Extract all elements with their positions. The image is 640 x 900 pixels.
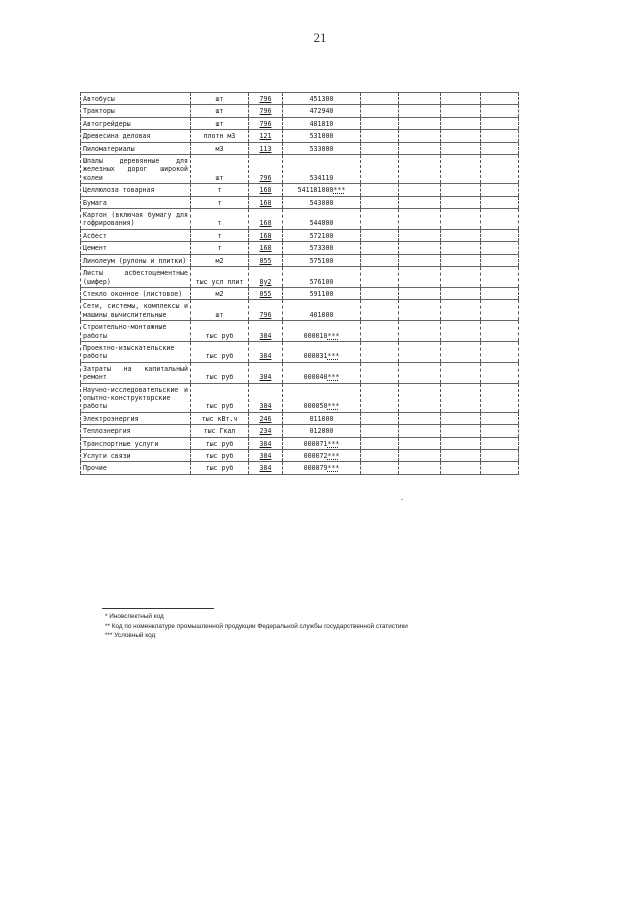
row-blank-cell [361, 425, 399, 437]
row-blank-cell [399, 341, 441, 362]
table-row [81, 242, 519, 254]
row-unit-code-cell: 384 [249, 450, 283, 462]
row-unit-cell: шт [191, 300, 249, 321]
table-row [81, 321, 519, 342]
data-table-sheet [80, 92, 518, 475]
row-code-cell [283, 412, 361, 424]
row-code-cell [283, 209, 361, 230]
row-code-cell [283, 287, 361, 299]
row-blank-cell [481, 229, 519, 241]
row-unit-code-cell: 796 [249, 93, 283, 105]
row-unit-cell: тыс руб [191, 450, 249, 462]
table-row [81, 142, 519, 154]
row-blank-cell [481, 242, 519, 254]
row-unit-cell: т [191, 242, 249, 254]
row-blank-cell [399, 412, 441, 424]
row-blank-cell [481, 450, 519, 462]
row-unit-code-cell: 796 [249, 155, 283, 184]
row-blank-cell [399, 155, 441, 184]
row-blank-cell [441, 142, 481, 154]
row-code-value: 451300 [309, 95, 334, 103]
row-unit-code-cell: 796 [249, 117, 283, 129]
row-code-cell [283, 142, 361, 154]
row-unit-code-cell: 168 [249, 184, 283, 196]
row-code-value: 531000 [309, 132, 334, 141]
row-code-value: 000071 [303, 439, 328, 448]
row-blank-cell [441, 321, 481, 342]
row-blank-cell [481, 300, 519, 321]
table-row [81, 462, 519, 474]
row-code-cell [283, 321, 361, 342]
row-code-value: 575100 [309, 256, 334, 265]
row-unit-code-cell: 168 [249, 229, 283, 241]
row-blank-cell [441, 412, 481, 424]
row-name-cell: Целлюлоза товарная [81, 184, 191, 196]
row-blank-cell [441, 93, 481, 105]
table-row [81, 196, 519, 208]
row-blank-cell [441, 184, 481, 196]
row-unit-cell: м2 [191, 254, 249, 266]
row-unit-cell: тыс руб [191, 362, 249, 383]
table-body [81, 93, 519, 475]
table-row [81, 300, 519, 321]
table-row [81, 209, 519, 230]
row-unit-cell: шт [191, 105, 249, 117]
row-code-footnote-mark: *** [327, 439, 340, 448]
row-blank-cell [361, 242, 399, 254]
row-code-value: 544000 [309, 219, 334, 228]
row-name-cell: Цемент [81, 242, 191, 254]
row-unit-code-cell: 384 [249, 462, 283, 474]
row-name-cell: Сети, системы, комплексы и машины вычислительные [81, 300, 191, 321]
row-blank-cell [481, 155, 519, 184]
row-code-value: 401000 [309, 310, 334, 319]
row-blank-cell [399, 254, 441, 266]
row-blank-cell [399, 287, 441, 299]
row-blank-cell [361, 196, 399, 208]
row-unit-code-cell: 055 [249, 254, 283, 266]
row-blank-cell [441, 155, 481, 184]
row-name-cell: Транспортные услуги [81, 437, 191, 449]
row-code-value: 541181000 [297, 186, 334, 195]
row-unit-code-cell: 8у2 [249, 267, 283, 288]
row-code-cell [283, 437, 361, 449]
row-name-cell: Тракторы [81, 105, 191, 117]
row-unit-code-cell: 384 [249, 437, 283, 449]
row-blank-cell [361, 105, 399, 117]
row-unit-cell: тыс руб [191, 437, 249, 449]
row-blank-cell [441, 267, 481, 288]
row-code-footnote-mark: *** [327, 452, 340, 460]
row-unit-cell: т [191, 229, 249, 241]
row-code-cell [283, 362, 361, 383]
row-code-cell [283, 196, 361, 208]
row-unit-code-cell: 121 [249, 130, 283, 142]
table-row [81, 362, 519, 383]
row-code-cell [283, 300, 361, 321]
row-blank-cell [361, 209, 399, 230]
row-code-cell [283, 462, 361, 474]
row-blank-cell [361, 341, 399, 362]
row-name-cell: Проектно-изыскательские работы [81, 341, 191, 362]
row-blank-cell [441, 105, 481, 117]
row-blank-cell [361, 93, 399, 105]
row-blank-cell [399, 450, 441, 462]
row-code-value: 534110 [309, 173, 334, 182]
row-code-cell [283, 341, 361, 362]
row-blank-cell [441, 383, 481, 412]
row-unit-code-cell: 246 [249, 412, 283, 424]
row-blank-cell [399, 209, 441, 230]
row-blank-cell [399, 383, 441, 412]
row-blank-cell [481, 142, 519, 154]
row-code-value: 000072 [303, 452, 328, 460]
stray-mark: · [400, 496, 405, 504]
row-unit-cell: тыс руб [191, 462, 249, 474]
row-blank-cell [361, 229, 399, 241]
row-unit-cell: шт [191, 93, 249, 105]
row-blank-cell [399, 229, 441, 241]
row-name-cell: Шпалы деревянные для железных дорог широкой колеи [81, 155, 191, 184]
row-code-cell [283, 105, 361, 117]
row-code-value: 481810 [309, 119, 334, 128]
row-name-cell: Теплоэнергия [81, 425, 191, 437]
row-code-value: 000040 [303, 373, 328, 382]
row-unit-cell: тыс руб [191, 341, 249, 362]
footnote-inspection-code: * Иновспектный код [105, 613, 164, 620]
row-code-footnote-mark: *** [327, 464, 340, 473]
row-blank-cell [399, 196, 441, 208]
row-blank-cell [481, 254, 519, 266]
row-blank-cell [399, 300, 441, 321]
row-code-cell [283, 117, 361, 129]
row-unit-code-cell: 384 [249, 321, 283, 342]
row-blank-cell [481, 196, 519, 208]
row-code-footnote-mark: *** [327, 373, 340, 382]
row-blank-cell [361, 155, 399, 184]
table-row [81, 130, 519, 142]
row-code-value: 533000 [309, 144, 334, 153]
row-blank-cell [481, 267, 519, 288]
table-row [81, 93, 519, 105]
row-unit-code-cell: 796 [249, 105, 283, 117]
footnote-conditional-code: *** Условный код [105, 632, 156, 639]
row-blank-cell [399, 117, 441, 129]
table-row [81, 287, 519, 299]
row-code-cell [283, 450, 361, 462]
row-blank-cell [361, 254, 399, 266]
row-code-cell [283, 267, 361, 288]
row-blank-cell [361, 142, 399, 154]
row-blank-cell [481, 93, 519, 105]
row-blank-cell [441, 254, 481, 266]
row-unit-code-cell: 796 [249, 300, 283, 321]
row-blank-cell [441, 300, 481, 321]
row-blank-cell [399, 184, 441, 196]
row-blank-cell [361, 300, 399, 321]
row-code-footnote-mark: *** [333, 186, 346, 195]
row-code-cell [283, 184, 361, 196]
table-row [81, 341, 519, 362]
row-unit-cell: шт [191, 117, 249, 129]
row-name-cell: Научно-исследовательские и опытно-конструкторские работы [81, 383, 191, 412]
row-blank-cell [361, 184, 399, 196]
row-blank-cell [399, 462, 441, 474]
row-blank-cell [441, 209, 481, 230]
row-unit-cell: м3 [191, 142, 249, 154]
table-row [81, 267, 519, 288]
row-unit-cell: т [191, 184, 249, 196]
row-code-value: 573300 [309, 244, 334, 253]
row-blank-cell [361, 130, 399, 142]
row-blank-cell [481, 105, 519, 117]
row-code-value: 000010 [303, 331, 328, 340]
table-row [81, 254, 519, 266]
row-code-footnote-mark: *** [327, 402, 340, 411]
row-name-cell: Линолеум (рулоны и плитки) [81, 254, 191, 266]
footnote-rule [102, 608, 214, 609]
row-unit-code-cell: 113 [249, 142, 283, 154]
row-blank-cell [441, 462, 481, 474]
row-name-cell: Древесина деловая [81, 130, 191, 142]
row-unit-code-cell: 168 [249, 196, 283, 208]
row-name-cell: Автобусы [81, 93, 191, 105]
row-blank-cell [399, 362, 441, 383]
row-code-value: 000050 [303, 402, 328, 411]
table-row [81, 184, 519, 196]
row-blank-cell [399, 105, 441, 117]
row-unit-cell: тыс руб [191, 383, 249, 412]
row-code-value: 012000 [309, 427, 334, 436]
row-name-cell: Автогрейдеры [81, 117, 191, 129]
row-blank-cell [399, 437, 441, 449]
resources-table [80, 92, 519, 475]
row-unit-cell: тыс усл плит [191, 267, 249, 288]
row-unit-cell: т [191, 196, 249, 208]
row-blank-cell [361, 362, 399, 383]
row-blank-cell [399, 425, 441, 437]
row-blank-cell [481, 425, 519, 437]
row-blank-cell [481, 383, 519, 412]
row-blank-cell [441, 287, 481, 299]
row-code-value: 576100 [309, 277, 334, 286]
row-blank-cell [399, 142, 441, 154]
row-name-cell: Асбест [81, 229, 191, 241]
row-name-cell: Прочие [81, 462, 191, 474]
row-code-cell [283, 242, 361, 254]
row-blank-cell [481, 341, 519, 362]
row-unit-code-cell: 168 [249, 242, 283, 254]
row-code-footnote-mark: *** [327, 352, 340, 361]
row-blank-cell [441, 242, 481, 254]
row-code-value: 572100 [309, 231, 334, 240]
row-blank-cell [361, 412, 399, 424]
row-code-cell [283, 383, 361, 412]
row-unit-cell: тыс Гкал [191, 425, 249, 437]
row-unit-cell: плотн м3 [191, 130, 249, 142]
row-blank-cell [481, 287, 519, 299]
table-row [81, 412, 519, 424]
row-blank-cell [481, 462, 519, 474]
row-blank-cell [361, 437, 399, 449]
table-row [81, 450, 519, 462]
row-name-cell: Картон (включая бумагу для гофрирования) [81, 209, 191, 230]
row-code-cell [283, 93, 361, 105]
row-blank-cell [361, 462, 399, 474]
row-name-cell: Листы асбестоцементные (шифер) [81, 267, 191, 288]
row-code-footnote-mark: *** [327, 331, 340, 340]
row-blank-cell [361, 117, 399, 129]
row-code-value: 472940 [309, 107, 334, 116]
row-blank-cell [361, 267, 399, 288]
row-unit-cell: тыс руб [191, 321, 249, 342]
row-code-value: 000031 [303, 352, 328, 361]
row-blank-cell [481, 117, 519, 129]
row-name-cell: Бумага [81, 196, 191, 208]
row-name-cell: Стекло оконное (листовое) [81, 287, 191, 299]
row-code-value: 000079 [303, 464, 328, 473]
row-blank-cell [441, 450, 481, 462]
row-unit-code-cell: 055 [249, 287, 283, 299]
table-row [81, 117, 519, 129]
table-row [81, 105, 519, 117]
row-blank-cell [481, 437, 519, 449]
row-unit-cell: тыс кВт.ч [191, 412, 249, 424]
footnote-product-code: ** Код по номенклатуре промышленной продукции Федеральной службы государственной статистики [105, 622, 408, 630]
row-code-value: 591100 [309, 289, 334, 298]
row-name-cell: Затраты на капитальный ремонт [81, 362, 191, 383]
row-blank-cell [481, 412, 519, 424]
row-unit-code-cell: 384 [249, 383, 283, 412]
row-unit-code-cell: 384 [249, 362, 283, 383]
row-unit-cell: шт [191, 155, 249, 184]
row-blank-cell [481, 130, 519, 142]
table-row [81, 437, 519, 449]
row-code-cell [283, 425, 361, 437]
row-name-cell: Пиломатериалы [81, 142, 191, 154]
row-blank-cell [361, 383, 399, 412]
row-blank-cell [481, 321, 519, 342]
row-unit-code-cell: 384 [249, 341, 283, 362]
row-code-cell [283, 254, 361, 266]
footnotes [102, 608, 522, 641]
row-blank-cell [361, 321, 399, 342]
row-code-cell [283, 155, 361, 184]
row-blank-cell [481, 362, 519, 383]
row-blank-cell [361, 450, 399, 462]
row-blank-cell [399, 242, 441, 254]
row-blank-cell [441, 117, 481, 129]
row-blank-cell [399, 267, 441, 288]
row-unit-code-cell: 234 [249, 425, 283, 437]
row-unit-code-cell: 168 [249, 209, 283, 230]
row-unit-cell: м2 [191, 287, 249, 299]
row-blank-cell [441, 341, 481, 362]
row-blank-cell [441, 229, 481, 241]
row-code-cell [283, 229, 361, 241]
row-blank-cell [481, 184, 519, 196]
row-blank-cell [399, 93, 441, 105]
table-row [81, 383, 519, 412]
table-row [81, 425, 519, 437]
row-unit-cell: т [191, 209, 249, 230]
row-blank-cell [441, 425, 481, 437]
row-blank-cell [441, 437, 481, 449]
row-name-cell: Строительно-монтажные работы [81, 321, 191, 342]
row-code-value: 011000 [309, 414, 334, 423]
row-name-cell: Услуги связи [81, 450, 191, 462]
table-row [81, 155, 519, 184]
row-blank-cell [441, 130, 481, 142]
row-code-value: 543000 [309, 198, 334, 207]
row-blank-cell [481, 209, 519, 230]
row-code-cell [283, 130, 361, 142]
row-blank-cell [399, 321, 441, 342]
row-blank-cell [361, 287, 399, 299]
table-row [81, 229, 519, 241]
row-blank-cell [441, 196, 481, 208]
row-blank-cell [441, 362, 481, 383]
row-name-cell: Электроэнергия [81, 412, 191, 424]
row-blank-cell [399, 130, 441, 142]
page-number: 21 [313, 30, 327, 45]
